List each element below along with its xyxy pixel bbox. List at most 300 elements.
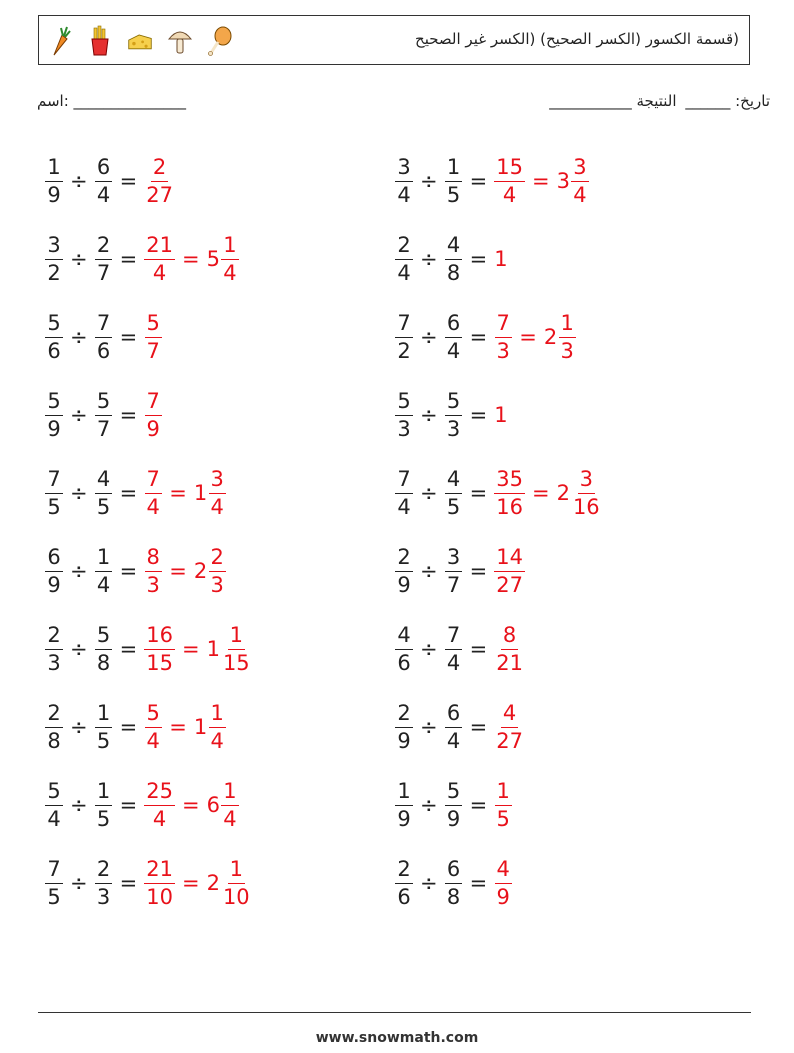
operand-b-numerator: 6	[445, 859, 462, 884]
mixed-numerator: 1	[221, 781, 238, 806]
operand-a-fraction	[45, 700, 63, 753]
answer-fraction	[144, 388, 162, 441]
operand-a-fraction	[395, 154, 413, 207]
operand-b-fraction	[95, 388, 113, 441]
operand-b-numerator: 2	[95, 859, 112, 884]
operand-b-fraction	[95, 232, 113, 285]
fries-icon	[87, 25, 113, 57]
operand-a-fraction	[45, 154, 63, 207]
operand-b-denominator: 9	[446, 806, 461, 831]
operand-b-fraction	[95, 778, 113, 831]
operand-a-numerator: 5	[45, 391, 62, 416]
mixed-whole: 6	[206, 793, 220, 817]
operand-b-numerator: 6	[445, 703, 462, 728]
answer-denominator: 27	[496, 728, 523, 753]
mixed-numerator: 1	[228, 625, 245, 650]
score-field: النتيجة ___________	[549, 92, 677, 110]
equals-sign: =	[469, 169, 488, 193]
equals-sign: =	[469, 637, 488, 661]
operand-a-numerator: 2	[45, 703, 62, 728]
worksheet-header	[38, 15, 750, 65]
operand-a-fraction	[45, 388, 63, 441]
mixed-numerator: 3	[571, 157, 588, 182]
equals-sign: =	[119, 871, 138, 895]
problem-row	[45, 688, 252, 766]
mixed-denominator: 4	[573, 182, 587, 207]
mixed-fraction	[558, 310, 576, 363]
answer-denominator: 27	[496, 572, 523, 597]
date-score-fields	[545, 92, 770, 110]
mixed-fraction	[221, 856, 252, 909]
operand-a-numerator: 5	[395, 391, 412, 416]
answer-integer: 1	[494, 403, 508, 427]
answer-numerator: 4	[501, 703, 518, 728]
problem-row	[45, 532, 252, 610]
answer-fraction	[144, 154, 175, 207]
answer-denominator: 4	[152, 806, 167, 831]
operand-b-denominator: 8	[96, 650, 111, 675]
mixed-fraction	[208, 466, 226, 519]
mixed-denominator: 4	[223, 260, 237, 285]
mixed-numerator: 1	[559, 313, 576, 338]
operand-b-denominator: 7	[96, 416, 111, 441]
operand-a-denominator: 9	[47, 572, 61, 597]
operand-a-fraction	[395, 310, 413, 363]
answer-fraction	[494, 154, 525, 207]
operand-b-fraction	[445, 622, 463, 675]
equals-sign: =	[169, 715, 187, 739]
operand-a-numerator: 2	[395, 859, 412, 884]
operand-b-denominator: 8	[446, 260, 461, 285]
operand-b-numerator: 5	[95, 625, 112, 650]
divide-sign: ÷	[420, 169, 438, 193]
mixed-whole: 2	[193, 559, 208, 583]
mixed-whole: 2	[543, 325, 558, 349]
answer-denominator: 15	[146, 650, 173, 675]
operand-a-numerator: 1	[45, 157, 62, 182]
problem-row	[45, 298, 252, 376]
operand-a-numerator: 7	[45, 469, 62, 494]
operand-a-numerator: 7	[395, 313, 412, 338]
operand-a-fraction	[45, 544, 63, 597]
mixed-numerator: 1	[221, 235, 238, 260]
answer-fraction	[144, 232, 175, 285]
answer-fraction	[494, 466, 525, 519]
operand-b-numerator: 1	[445, 157, 462, 182]
answer-numerator: 5	[145, 313, 162, 338]
answer-fraction	[144, 856, 175, 909]
operand-a-denominator: 5	[47, 494, 61, 519]
operand-b-numerator: 4	[445, 235, 462, 260]
mixed-fraction	[208, 700, 226, 753]
operand-a-numerator: 3	[45, 235, 62, 260]
operand-b-denominator: 5	[96, 494, 111, 519]
operand-a-fraction	[45, 778, 63, 831]
header-icons	[47, 22, 233, 60]
problem-row	[45, 376, 252, 454]
operand-b-fraction	[445, 700, 463, 753]
mixed-fraction	[221, 778, 239, 831]
date-field: تاريخ: ______	[685, 92, 770, 110]
mixed-denominator: 3	[560, 338, 574, 363]
answer-numerator: 2	[151, 157, 168, 182]
operand-b-fraction	[445, 310, 463, 363]
operand-b-fraction	[95, 700, 113, 753]
operand-a-fraction	[395, 544, 413, 597]
operand-b-fraction	[95, 622, 113, 675]
divide-sign: ÷	[420, 715, 438, 739]
operand-a-denominator: 4	[397, 494, 411, 519]
equals-sign: =	[469, 559, 488, 583]
divide-sign: ÷	[70, 169, 88, 193]
operand-a-denominator: 3	[47, 650, 61, 675]
mixed-whole: 2	[556, 481, 570, 505]
answer-fraction	[494, 544, 525, 597]
problem-row	[395, 532, 602, 610]
answer-denominator: 7	[146, 338, 160, 363]
operand-b-numerator: 7	[95, 313, 112, 338]
operand-a-denominator: 4	[47, 806, 61, 831]
operand-b-denominator: 4	[446, 338, 461, 363]
problem-row	[395, 610, 602, 688]
operand-a-denominator: 2	[397, 338, 411, 363]
mixed-whole: 5	[206, 247, 220, 271]
operand-a-numerator: 7	[45, 859, 62, 884]
mixed-denominator: 10	[222, 884, 250, 909]
mixed-fraction	[571, 466, 602, 519]
answer-numerator: 7	[495, 313, 512, 338]
operand-a-numerator: 2	[395, 547, 412, 572]
problem-row	[395, 220, 602, 298]
equals-sign: =	[469, 247, 488, 271]
operand-a-denominator: 4	[397, 182, 411, 207]
answer-integer: 1	[494, 247, 508, 271]
operand-b-denominator: 6	[96, 338, 111, 363]
answer-denominator: 9	[146, 416, 160, 441]
operand-a-numerator: 5	[45, 313, 62, 338]
operand-b-numerator: 7	[445, 625, 462, 650]
equals-sign: =	[169, 481, 187, 505]
answer-denominator: 4	[152, 260, 167, 285]
divide-sign: ÷	[420, 403, 438, 427]
mixed-denominator: 15	[222, 650, 250, 675]
operand-a-fraction	[395, 778, 413, 831]
answer-numerator: 8	[501, 625, 518, 650]
answer-denominator: 9	[496, 884, 510, 909]
equals-sign: =	[181, 637, 200, 661]
problem-row	[395, 766, 602, 844]
operand-a-fraction	[45, 466, 63, 519]
operand-b-numerator: 3	[445, 547, 462, 572]
operand-b-fraction	[95, 856, 113, 909]
answer-fraction	[494, 310, 512, 363]
problem-row	[45, 610, 252, 688]
equals-sign: =	[181, 793, 200, 817]
operand-b-fraction	[445, 856, 463, 909]
operand-a-fraction	[45, 310, 63, 363]
problem-row	[395, 844, 602, 922]
footer-divider	[38, 1012, 751, 1013]
operand-a-fraction	[395, 466, 413, 519]
answer-numerator: 21	[144, 859, 175, 884]
operand-a-numerator: 2	[395, 235, 412, 260]
mixed-numerator: 2	[209, 547, 226, 572]
problem-row	[395, 298, 602, 376]
equals-sign: =	[181, 247, 200, 271]
operand-b-denominator: 3	[446, 416, 461, 441]
answer-numerator: 5	[145, 703, 162, 728]
operand-b-fraction	[95, 466, 113, 519]
equals-sign: =	[119, 637, 138, 661]
operand-b-denominator: 7	[96, 260, 111, 285]
operand-a-fraction	[395, 232, 413, 285]
operand-b-fraction	[95, 544, 113, 597]
mixed-denominator: 4	[210, 728, 224, 753]
equals-sign: =	[119, 715, 138, 739]
mixed-whole: 1	[193, 481, 208, 505]
operand-b-numerator: 1	[95, 547, 112, 572]
mixed-numerator: 3	[209, 469, 226, 494]
problem-row	[45, 142, 252, 220]
answer-numerator: 25	[144, 781, 175, 806]
operand-a-numerator: 2	[395, 703, 412, 728]
operand-b-numerator: 5	[95, 391, 112, 416]
divide-sign: ÷	[420, 793, 438, 817]
equals-sign: =	[181, 871, 200, 895]
operand-a-denominator: 6	[47, 338, 61, 363]
answer-denominator: 4	[146, 494, 160, 519]
answer-numerator: 1	[495, 781, 512, 806]
divide-sign: ÷	[420, 559, 438, 583]
operand-b-fraction	[445, 154, 463, 207]
equals-sign: =	[469, 481, 488, 505]
equals-sign: =	[469, 325, 488, 349]
divide-sign: ÷	[70, 247, 88, 271]
mixed-fraction	[571, 154, 589, 207]
answer-fraction	[144, 544, 162, 597]
operand-a-denominator: 6	[397, 884, 411, 909]
operand-b-numerator: 6	[445, 313, 462, 338]
operand-b-numerator: 6	[95, 157, 112, 182]
mixed-fraction	[208, 544, 226, 597]
operand-b-fraction	[445, 778, 463, 831]
problem-row	[395, 688, 602, 766]
answer-numerator: 7	[145, 469, 162, 494]
answer-fraction	[494, 700, 525, 753]
equals-sign: =	[469, 715, 488, 739]
divide-sign: ÷	[70, 715, 88, 739]
divide-sign: ÷	[420, 871, 438, 895]
answer-numerator: 4	[495, 859, 512, 884]
operand-a-denominator: 8	[47, 728, 61, 753]
mixed-whole: 3	[556, 169, 570, 193]
operand-b-numerator: 4	[95, 469, 112, 494]
divide-sign: ÷	[420, 325, 438, 349]
problems-right-column	[395, 142, 602, 922]
answer-fraction	[494, 778, 512, 831]
operand-b-denominator: 7	[446, 572, 461, 597]
answer-denominator: 4	[502, 182, 517, 207]
divide-sign: ÷	[420, 481, 438, 505]
answer-fraction	[144, 778, 175, 831]
answer-numerator: 8	[145, 547, 162, 572]
answer-numerator: 14	[494, 547, 525, 572]
operand-b-numerator: 1	[95, 703, 112, 728]
operand-a-denominator: 9	[397, 728, 411, 753]
operand-a-denominator: 9	[397, 806, 411, 831]
operand-a-denominator: 2	[47, 260, 61, 285]
operand-a-fraction	[395, 388, 413, 441]
answer-denominator: 27	[146, 182, 173, 207]
answer-fraction	[144, 622, 175, 675]
equals-sign: =	[469, 871, 488, 895]
operand-a-fraction	[45, 856, 63, 909]
operand-a-denominator: 6	[397, 650, 411, 675]
mixed-denominator: 3	[210, 572, 224, 597]
operand-b-denominator: 4	[96, 182, 111, 207]
equals-sign: =	[531, 169, 550, 193]
problem-row	[45, 220, 252, 298]
operand-a-denominator: 9	[47, 182, 61, 207]
operand-a-denominator: 9	[47, 416, 61, 441]
operand-b-fraction	[445, 232, 463, 285]
problem-row	[45, 766, 252, 844]
problem-row	[45, 844, 252, 922]
equals-sign: =	[119, 325, 138, 349]
operand-a-denominator: 3	[397, 416, 411, 441]
operand-b-fraction	[445, 544, 463, 597]
operand-b-denominator: 4	[446, 728, 461, 753]
answer-fraction	[144, 700, 162, 753]
problem-row	[45, 454, 252, 532]
answer-numerator: 16	[144, 625, 175, 650]
answer-denominator: 4	[146, 728, 160, 753]
mixed-whole: 1	[193, 715, 208, 739]
operand-a-numerator: 2	[45, 625, 62, 650]
operand-b-denominator: 5	[446, 182, 461, 207]
mushroom-icon	[167, 25, 193, 57]
equals-sign: =	[119, 793, 138, 817]
operand-b-denominator: 4	[96, 572, 111, 597]
problem-row	[395, 454, 602, 532]
operand-a-denominator: 5	[47, 884, 61, 909]
divide-sign: ÷	[420, 637, 438, 661]
answer-numerator: 15	[494, 157, 525, 182]
carrot-icon	[47, 25, 73, 57]
answer-fraction	[144, 310, 162, 363]
operand-b-numerator: 1	[95, 781, 112, 806]
footer-url: www.snowmath.com	[315, 1030, 479, 1046]
answer-denominator: 10	[146, 884, 173, 909]
operand-a-fraction	[45, 232, 63, 285]
mixed-numerator: 1	[228, 859, 245, 884]
operand-a-fraction	[395, 700, 413, 753]
answer-denominator: 3	[146, 572, 160, 597]
divide-sign: ÷	[70, 325, 88, 349]
divide-sign: ÷	[70, 559, 88, 583]
problem-row	[395, 142, 602, 220]
operand-a-fraction	[395, 856, 413, 909]
mixed-fraction	[221, 232, 239, 285]
operand-b-fraction	[95, 310, 113, 363]
operand-b-denominator: 5	[96, 728, 111, 753]
answer-denominator: 5	[496, 806, 510, 831]
equals-sign: =	[531, 481, 550, 505]
operand-b-fraction	[445, 388, 463, 441]
mixed-whole: 1	[206, 637, 220, 661]
equals-sign: =	[119, 169, 138, 193]
mixed-denominator: 4	[223, 806, 237, 831]
answer-denominator: 3	[496, 338, 510, 363]
divide-sign: ÷	[70, 637, 88, 661]
cheese-icon	[127, 25, 153, 57]
operand-a-numerator: 6	[45, 547, 62, 572]
name-field: اسم: _______________	[37, 92, 187, 110]
mixed-fraction	[221, 622, 252, 675]
answer-numerator: 35	[494, 469, 525, 494]
answer-fraction	[494, 622, 525, 675]
equals-sign: =	[119, 403, 138, 427]
answer-numerator: 21	[144, 235, 175, 260]
answer-numerator: 7	[145, 391, 162, 416]
operand-b-denominator: 5	[96, 806, 111, 831]
divide-sign: ÷	[70, 403, 88, 427]
operand-b-numerator: 4	[445, 469, 462, 494]
answer-fraction	[144, 466, 162, 519]
mixed-numerator: 3	[578, 469, 595, 494]
equals-sign: =	[119, 247, 138, 271]
operand-a-denominator: 4	[397, 260, 411, 285]
answer-fraction	[494, 856, 512, 909]
operand-a-numerator: 3	[395, 157, 412, 182]
operand-a-numerator: 4	[395, 625, 412, 650]
equals-sign: =	[469, 793, 488, 817]
problems-left-column	[45, 142, 252, 922]
equals-sign: =	[519, 325, 537, 349]
mixed-whole: 2	[206, 871, 220, 895]
mixed-denominator: 16	[572, 494, 600, 519]
operand-b-denominator: 3	[96, 884, 111, 909]
mixed-denominator: 4	[210, 494, 224, 519]
operand-a-numerator: 1	[395, 781, 412, 806]
problem-row	[395, 376, 602, 454]
operand-a-numerator: 5	[45, 781, 62, 806]
operand-a-fraction	[395, 622, 413, 675]
equals-sign: =	[169, 559, 187, 583]
operand-b-numerator: 5	[445, 781, 462, 806]
answer-denominator: 16	[496, 494, 523, 519]
operand-b-denominator: 5	[446, 494, 461, 519]
equals-sign: =	[469, 403, 488, 427]
operand-b-denominator: 4	[446, 650, 461, 675]
operand-a-denominator: 9	[397, 572, 411, 597]
operand-a-numerator: 7	[395, 469, 412, 494]
divide-sign: ÷	[420, 247, 438, 271]
operand-b-fraction	[95, 154, 113, 207]
divide-sign: ÷	[70, 481, 88, 505]
operand-b-denominator: 8	[446, 884, 461, 909]
mixed-numerator: 1	[209, 703, 226, 728]
answer-denominator: 21	[496, 650, 523, 675]
equals-sign: =	[119, 559, 138, 583]
worksheet-title: (قسمة الكسور (الكسر الصحيح) (الكسر غير الصحيح	[415, 30, 739, 48]
operand-b-numerator: 5	[445, 391, 462, 416]
drumstick-icon	[207, 25, 233, 57]
equals-sign: =	[119, 481, 138, 505]
operand-a-fraction	[45, 622, 63, 675]
operand-b-fraction	[445, 466, 463, 519]
divide-sign: ÷	[70, 793, 88, 817]
